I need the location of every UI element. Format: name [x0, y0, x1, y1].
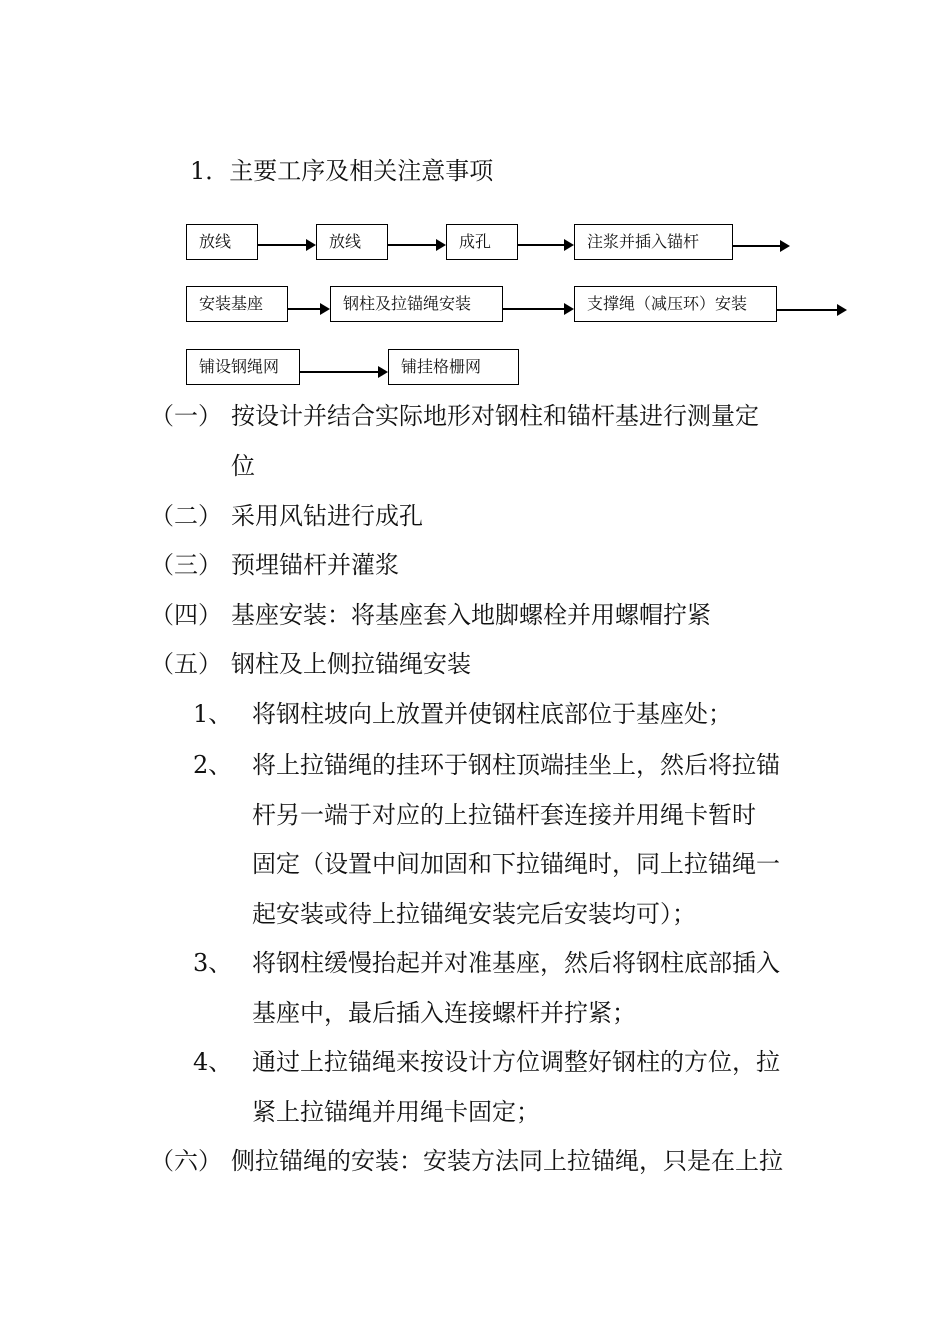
section-label: （五）	[150, 650, 222, 678]
subitem-label: 4、	[193, 1048, 233, 1076]
flow-step-drill: 成孔	[446, 224, 518, 260]
section-text: 基座安装：将基座套入地脚螺栓并用螺帽拧紧	[231, 601, 711, 629]
section-label: （四）	[150, 601, 222, 629]
section-label: （二）	[150, 502, 222, 530]
flow-arrow	[777, 309, 845, 311]
section-heading: 1．主要工序及相关注意事项	[190, 157, 494, 185]
flow-arrow	[300, 371, 386, 373]
section-label: （三）	[150, 551, 222, 579]
section-text: 按设计并结合实际地形对钢柱和锚杆基进行测量定 位	[231, 402, 759, 480]
flow-arrow	[733, 245, 788, 247]
flow-arrow	[288, 308, 328, 310]
section-text: 采用风钻进行成孔	[231, 502, 423, 530]
flow-step-setout-2: 放线	[316, 224, 388, 260]
flow-arrow	[388, 244, 444, 246]
flow-step-install-base: 安装基座	[186, 286, 288, 322]
subitem-label: 1、	[193, 700, 233, 728]
flow-step-support-rope: 支撑绳（减压环）安装	[574, 286, 777, 322]
flow-arrow	[518, 244, 572, 246]
section-label: （一）	[150, 402, 222, 430]
subitem-text: 将上拉锚绳的挂环于钢柱顶端挂坐上，然后将拉锚 杆另一端于对应的上拉锚杆套连接并用绳卡暂时 固定（设置中间加固和下拉锚绳时，同上拉锚绳一 起安装或待上拉锚绳安装完后安装均可）；	[252, 751, 780, 928]
flow-step-grid-net: 铺挂格栅网	[388, 349, 519, 385]
flow-arrow	[503, 308, 572, 310]
subitem-label: 2、	[193, 751, 233, 779]
flow-step-wire-net: 铺设钢绳网	[186, 349, 300, 385]
subitem-label: 3、	[193, 949, 233, 977]
flow-step-column-rope: 钢柱及拉锚绳安装	[330, 286, 503, 322]
section-text: 预埋锚杆并灌浆	[231, 551, 399, 579]
flow-arrow	[258, 244, 314, 246]
section-text: 侧拉锚绳的安装：安装方法同上拉锚绳，只是在上拉	[231, 1147, 783, 1175]
subitem-text: 将钢柱坡向上放置并使钢柱底部位于基座处；	[252, 700, 732, 728]
section-label: （六）	[150, 1147, 222, 1175]
flow-step-setout-1: 放线	[186, 224, 258, 260]
section-text: 钢柱及上侧拉锚绳安装	[231, 650, 471, 678]
flow-step-grout-anchor: 注浆并插入锚杆	[574, 224, 733, 260]
subitem-text: 将钢柱缓慢抬起并对准基座，然后将钢柱底部插入 基座中，最后插入连接螺杆并拧紧；	[252, 949, 780, 1027]
subitem-text: 通过上拉锚绳来按设计方位调整好钢柱的方位，拉 紧上拉锚绳并用绳卡固定；	[252, 1048, 780, 1126]
process-flowchart	[0, 0, 950, 400]
